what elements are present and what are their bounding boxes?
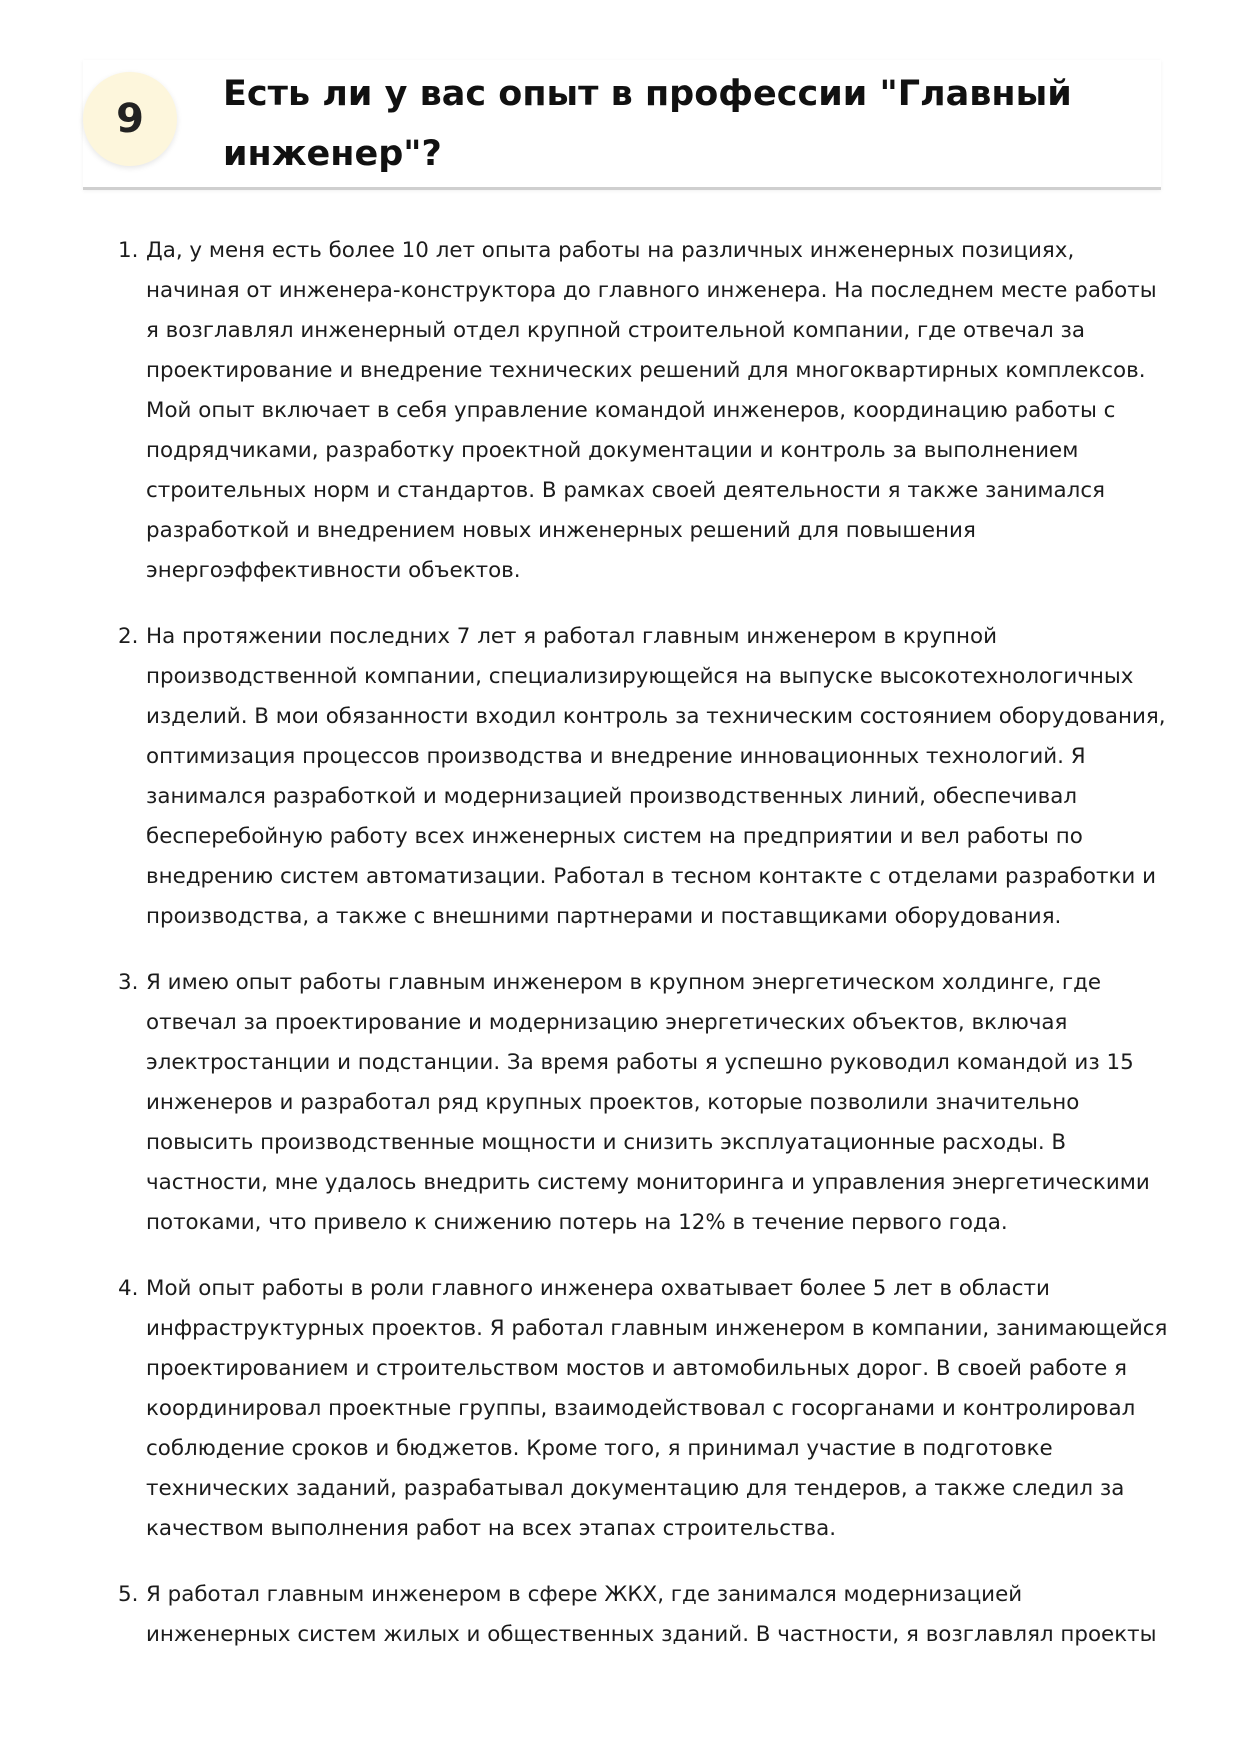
question-number-badge: 9 bbox=[83, 72, 177, 166]
answer-item bbox=[119, 231, 1169, 591]
answer-list bbox=[119, 231, 1169, 1681]
answer-number: 2. bbox=[118, 624, 139, 649]
question-header bbox=[83, 60, 1161, 190]
answer-item bbox=[119, 1269, 1169, 1549]
answer-text: Я имею опыт работы главным инженером в крупном энергетическом холдинге, где отвечал за проектирование и модернизацию энергетических объектов, включая электростанции и подстанции. За время работы я успешно руководил командой из 15 инженеров и разработал ряд крупных проектов, которые позволили значительно повысить производственные мощности и снизить эксплуатационные расходы. В частности, мне удалось внедрить систему мониторинга и управления энергетическими потоками, что привело к снижению потерь на 12% в течение первого года. bbox=[146, 970, 1150, 1235]
answer-number: 5. bbox=[118, 1582, 139, 1607]
answer-text: Да, у меня есть более 10 лет опыта работы на различных инженерных позициях, начиная от инженера-конструктора до главного инженера. На последнем месте работы я возглавлял инженерный отдел крупной строительной компании, где отвечал за проектирование и внедрение технических решений для многоквартирных комплексов. Мой опыт включает в себя управление командой инженеров, координацию работы с подрядчиками, разработку проектной документации и контроль за выполнением строительных норм и стандартов. В рамках своей деятельности я также занимался разработкой и внедрением новых инженерных решений для повышения энергоэффективности объектов. bbox=[146, 238, 1157, 583]
answer-text: Я работал главным инженером в сфере ЖКХ, где занимался модернизацией инженерных систем жилых и общественных зданий. В частности, я возглавлял проекты bbox=[146, 1582, 1157, 1647]
answer-item bbox=[119, 617, 1169, 937]
answer-number: 3. bbox=[118, 970, 139, 995]
answer-item bbox=[119, 963, 1169, 1243]
answer-number: 1. bbox=[118, 238, 139, 263]
answer-number: 4. bbox=[118, 1276, 139, 1301]
answer-text: На протяжении последних 7 лет я работал главным инженером в крупной производственной компании, специализирующейся на выпуске высокотехнологичных изделий. В мои обязанности входил контроль за техническим состоянием оборудования, оптимизация процессов производства и внедрение инновационных технологий. Я занимался разработкой и модернизацией производственных линий, обеспечивал бесперебойную работу всех инженерных систем на предприятии и вел работы по внедрению систем автоматизации. Работал в тесном контакте с отделами разработки и производства, а также с внешними партнерами и поставщиками оборудования. bbox=[146, 624, 1166, 929]
question-title: Есть ли у вас опыт в профессии "Главный инженер"? bbox=[223, 74, 1072, 174]
answer-text: Мой опыт работы в роли главного инженера охватывает более 5 лет в области инфраструктурных проектов. Я работал главным инженером в компании, занимающейся проектированием и строительством мостов и автомобильных дорог. В своей работе я координировал проектные группы, взаимодействовал с госорганами и контролировал соблюдение сроков и бюджетов. Кроме того, я принимал участие в подготовке технических заданий, разрабатывал документацию для тендеров, а также следил за качеством выполнения работ на всех этапах строительства. bbox=[146, 1276, 1168, 1541]
answer-item bbox=[119, 1575, 1169, 1655]
